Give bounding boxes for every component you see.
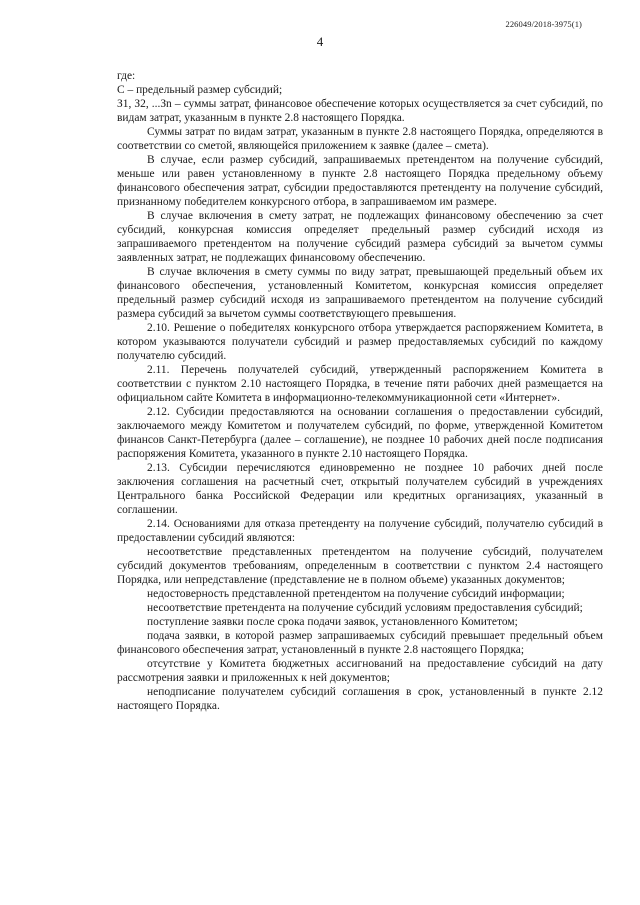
paragraph: поступление заявки после срока подачи заявок, установленного Комитетом; (147, 616, 518, 628)
paragraph: несоответствие представленных претендентом на получение субсидий, получателем субсидий документов требованиям, определенным в соответствии с пунктом 2.4 настоящего Порядка, или непредставление (представление не в полном объеме) указанных документов; (117, 546, 603, 586)
paragraph: З1, З2, ...Зn – суммы затрат, финансовое обеспечение которых осуществляется за счет субсидий, по видам затрат, указанным в пункте 2.8 настоящего Порядка. (117, 98, 603, 124)
paragraph: В случае включения в смету суммы по виду затрат, превышающей предельный объем их финансового обеспечения, установленный Комитетом, конкурсная комиссия определяет предельный размер субсидий исходя из запрашиваемого претендентом на получение субсидий размера субсидий за вычетом суммы соответствующего превышения. (117, 266, 603, 320)
paragraph: 2.11. Перечень получателей субсидий, утвержденный распоряжением Комитета в соответствии с пунктом 2.10 настоящего Порядка, в течение пяти рабочих дней размещается на официальном сайте Комитета в информационно-телекоммуникационной сети «Интернет». (117, 364, 603, 404)
paragraph: 2.13. Субсидии перечисляются единовременно не позднее 10 рабочих дней после заключения соглашения на расчетный счет, открытый получателем субсидий в учреждениях Центрального банка Российской Федерации или кредитных организациях, указанный в соглашении. (117, 462, 603, 516)
paragraph: неподписание получателем субсидий соглашения в срок, установленный в пункте 2.12 настоящего Порядка. (117, 686, 603, 712)
paragraph: несоответствие претендента на получение субсидий условиям предоставления субсидий; (147, 602, 583, 614)
paragraph: Суммы затрат по видам затрат, указанным в пункте 2.8 настоящего Порядка, определяются в соответствии со сметой, являющейся приложением к заявке (далее – смета). (117, 126, 603, 152)
paragraph: В случае включения в смету затрат, не подлежащих финансовому обеспечению за счет субсидий, конкурсная комиссия определяет предельный размер субсидий исходя из запрашиваемого претендентом на получение субсидий размера субсидий за вычетом суммы заявленных затрат, не подлежащих финансовому обеспечению. (117, 210, 603, 264)
paragraph: где: (117, 70, 136, 82)
paragraph: 2.10. Решение о победителях конкурсного отбора утверждается распоряжением Комитета, в котором указываются получатели субсидий и размер предоставляемых субсидий по каждому получателю субсидий. (117, 322, 603, 362)
paragraph: недостоверность представленной претендентом на получение субсидий информации; (147, 588, 565, 600)
paragraph: 2.14. Основаниями для отказа претенденту на получение субсидий, получателю субсидий в предоставлении субсидий являются: (117, 518, 603, 544)
document-number: 226049/2018-3975(1) (505, 19, 582, 29)
paragraph: отсутствие у Комитета бюджетных ассигнований на предоставление субсидий на дату рассмотрения заявки и приложенных к ней документов; (117, 658, 603, 684)
document-body (117, 69, 603, 713)
paragraph: подача заявки, в которой размер запрашиваемых субсидий превышает предельный объем финансового обеспечения затрат, установленный в пункте 2.8 настоящего Порядка; (117, 630, 603, 656)
paragraph: С – предельный размер субсидий; (117, 84, 283, 96)
page-number: 4 (316, 34, 324, 49)
paragraph: В случае, если размер субсидий, запрашиваемых претендентом на получение субсидий, меньше или равен установленному в пункте 2.8 настоящего Порядка предельному объему финансового обеспечения затрат, субсидии предоставляются претенденту на получение субсидий, признанному победителем конкурсного отбора, в запрашиваемом им размере. (117, 154, 603, 208)
paragraph: 2.12. Субсидии предоставляются на основании соглашения о предоставлении субсидий, заключаемого между Комитетом и получателем субсидий, по форме, утвержденной Комитетом финансов Санкт-Петербурга (далее – соглашение), не позднее 10 рабочих дней после подписания распоряжения Комитета, указанного в пункте 2.10 настоящего Порядка. (117, 406, 603, 460)
